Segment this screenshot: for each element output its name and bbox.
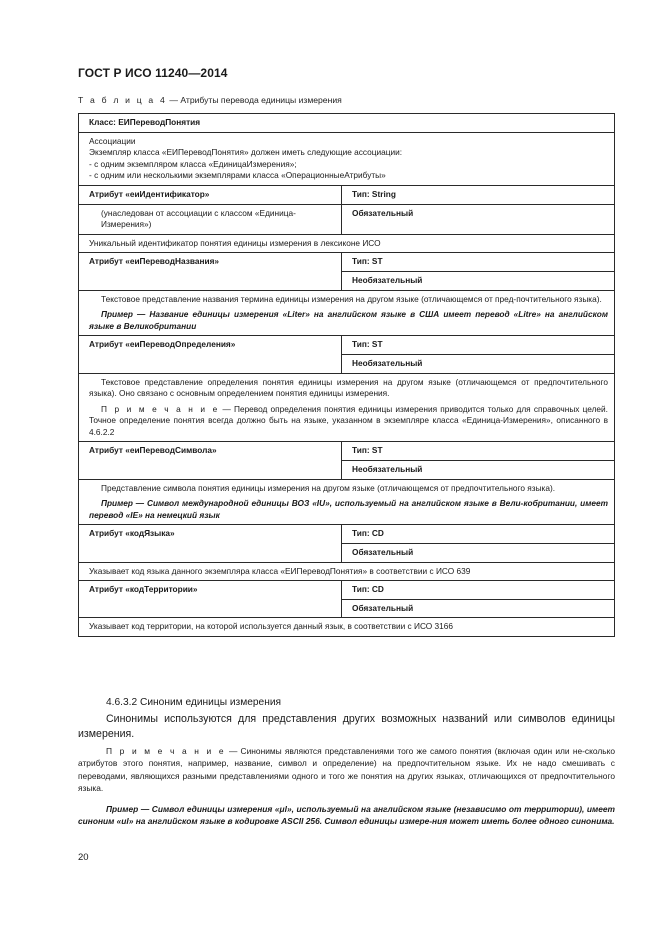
attr-desc: Текстовое представление определения понятия единицы измерения на другом языке (отличающемся от предпочтительного языка). Оно связано с основным определением понятия единицы измерения. [89,376,608,399]
attr-name: Атрибут «кодТерритории» [79,581,342,618]
attr-name: Атрибут «еиИдентификатор» [79,185,342,204]
attr-obligation: Обязательный [342,204,615,234]
section-note [78,745,615,795]
section-paragraph-text: Синонимы используются для представления других возможных названий или символов единицы измерения. [78,713,615,740]
attr-desc: Уникальный идентификатор понятия единицы измерения в лексиконе ИСО [79,234,615,253]
table-row [79,204,615,234]
note-label: П р и м е ч а н и е [101,403,220,414]
attr-type: Тип: CD [342,581,615,600]
attr-desc-cell [79,479,615,525]
section-example [78,803,615,828]
section-note-text [78,745,615,795]
table-row [79,336,615,355]
attr-inherited: (унаследован от ассоциации с классом «Единица-Измерения») [79,204,342,234]
attr-obligation: Обязательный [342,599,615,618]
page-number: 20 [78,852,89,863]
table-row [79,442,615,461]
associations-cell [79,132,615,185]
attr-type: Тип: CD [342,525,615,544]
attr-example: Пример — Символ международной единицы ВОЗ «IU», используемый на английском языке в Вели-кобритании, имеет перевод «IE» на немецкий язык [89,498,608,520]
table-row [79,114,615,133]
table-caption-text: — Атрибуты перевода единицы измерения [166,95,342,105]
table-row [79,479,615,525]
table-row [79,290,615,336]
section-paragraph [78,712,615,741]
attr-desc: Указывает код языка данного экземпляра класса «ЕИПереводПонятия» в соответствии с ИСО 639 [79,562,615,581]
attr-obligation: Необязательный [342,461,615,480]
attr-type: Тип: ST [342,336,615,355]
note-label: П р и м е ч а н и е [106,746,226,756]
attr-desc-cell [79,373,615,442]
attr-obligation: Необязательный [342,271,615,290]
section-example-text: Пример — Символ единицы измерения «μl», используемый на английском языке (независимо от территории), имеет синоним «ul» на английском языке в кодировке ASCII 256. Символ единицы измере-ния может иметь более одного синонима. [78,804,615,827]
attributes-table [78,113,615,637]
associations-title: Ассоциации [89,135,136,146]
table-caption [78,95,342,105]
section-title: 4.6.3.2 Синоним единицы измерения [106,697,282,708]
attr-name: Атрибут «еиПереводОпределения» [79,336,342,373]
associations-item: - с одним экземпляром класса «ЕдиницаИзмерения»; [89,158,297,169]
class-row: Класс: ЕИПереводПонятия [79,114,615,133]
table-row [79,562,615,581]
attr-desc-cell [79,290,615,336]
attr-name: Атрибут «еиПереводНазвания» [79,253,342,290]
associations-item: - с одним или несколькими экземплярами класса «ОперационныеАтрибуты» [89,170,386,181]
attr-type: Тип: String [342,185,615,204]
attr-type: Тип: ST [342,253,615,272]
attr-note [89,404,608,439]
table-caption-prefix: Т а б л и ц а 4 [78,95,167,105]
table-row [79,581,615,600]
attr-obligation: Необязательный [342,354,615,373]
table-row [79,185,615,204]
attr-desc: Указывает код территории, на которой используется данный язык, в соответствии с ИСО 3166 [79,618,615,637]
page-header: ГОСТ Р ИСО 11240—2014 [78,66,228,80]
table-row [79,373,615,442]
table-row [79,525,615,544]
table-row [79,618,615,637]
table-row [79,132,615,185]
attr-obligation: Обязательный [342,544,615,563]
attr-desc: Представление символа понятия единицы измерения на другом языке (отличающемся от предпочтительного языка). [101,482,556,493]
attr-example: Пример — Название единицы измерения «Liter» на английском языке в США имеет перевод «Litre» на английском языке в Великобритании [89,309,608,331]
attr-desc: Текстовое представление названия термина единицы измерения на другом языке (отличающемся от пред-почтительного языка). [101,293,602,304]
table-row [79,234,615,253]
note-text: — Синонимы являются представлениями того же самого понятия (включая один или не-сколько атрибутов этого понятия, например, название, символ и определение) на предпочтительном языке. Их не надо смешивать с переводами, являющихся разными представлениями одного и того же понятия на других языках, отличающихся от предпочтительного языка. [78,746,615,794]
table-row [79,253,615,272]
note-text: — Перевод определения понятия единицы измерения приводится только для справочных целей. Точное определение понятия всегда должно быть на языке, указанном в экземпляре класса «Единица-Измерения», описанного в 4.6.2.2 [89,403,608,437]
attr-name: Атрибут «еиПереводСимвола» [79,442,342,479]
attr-name: Атрибут «кодЯзыка» [79,525,342,562]
attr-type: Тип: ST [342,442,615,461]
associations-intro: Экземпляр класса «ЕИПереводПонятия» должен иметь следующие ассоциации: [89,147,403,158]
